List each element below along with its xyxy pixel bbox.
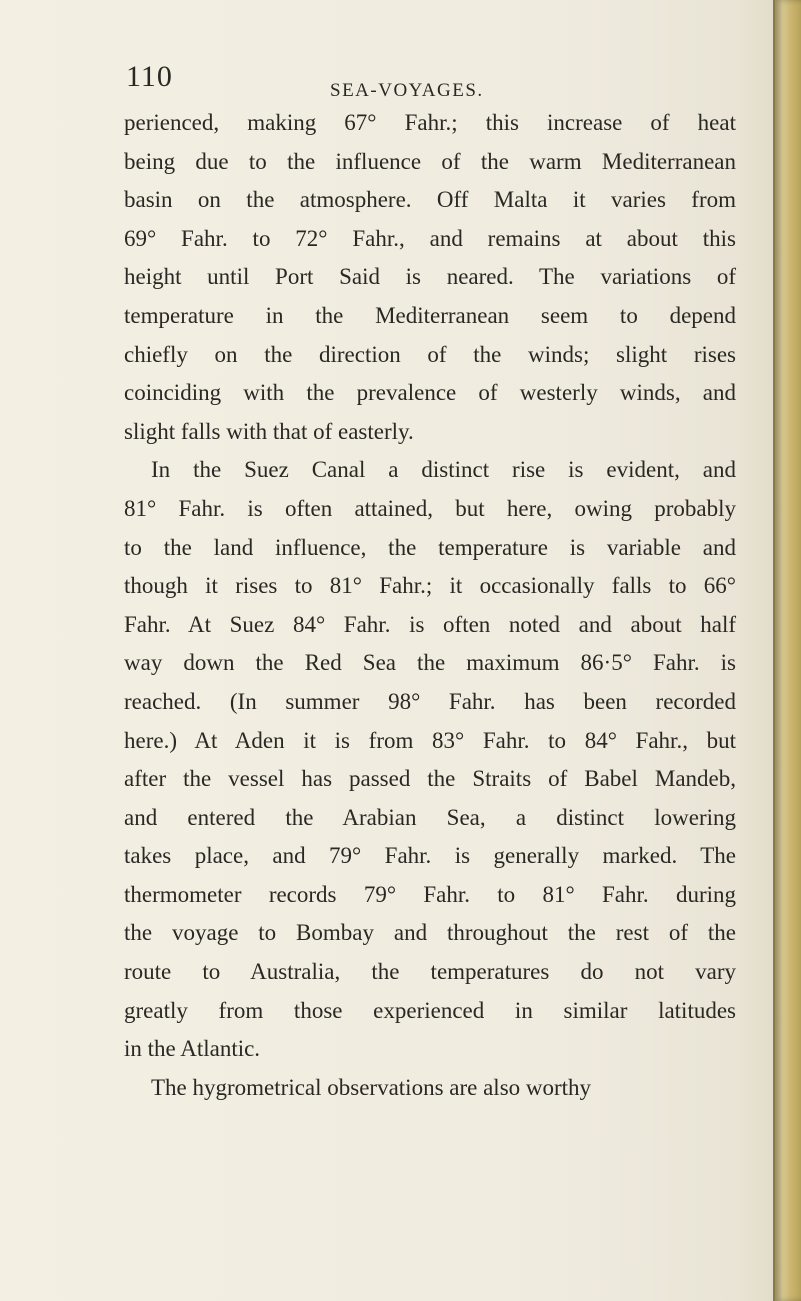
body-text: [124, 104, 736, 1107]
text-line: Fahr. At Suez 84° Fahr. is often noted and about half: [124, 611, 736, 637]
paragraph-end-line: slight falls with that of easterly.: [124, 418, 414, 444]
text-line: and entered the Arabian Sea, a distinct lowering: [124, 804, 736, 830]
text-line: thermometer records 79° Fahr. to 81° Fahr. during: [124, 881, 736, 907]
text-line: basin on the atmosphere. Off Malta it varies from: [124, 187, 736, 213]
text-line: to the land influence, the temperature is variable and: [124, 534, 736, 560]
paragraph-start-line: In the Suez Canal a distinct rise is evident, and: [151, 457, 736, 483]
text-line: being due to the influence of the warm Mediterranean: [124, 148, 736, 174]
paragraph-start-line: The hygrometrical observations are also worthy: [151, 1074, 592, 1100]
text-line: temperature in the Mediterranean seem to depend: [124, 302, 736, 328]
text-line: here.) At Aden it is from 83° Fahr. to 84° Fahr., but: [124, 727, 736, 753]
text-line: greatly from those experienced in similar latitudes: [124, 997, 736, 1023]
text-line: route to Australia, the temperatures do not vary: [124, 959, 736, 985]
text-line: coinciding with the prevalence of westerly winds, and: [124, 380, 736, 406]
page-number: 110: [126, 60, 173, 93]
text-line: way down the Red Sea the maximum 86·5° Fahr. is: [124, 650, 736, 676]
text-line: perienced, making 67° Fahr.; this increase of heat: [124, 110, 736, 135]
page-edge-gutter: [773, 0, 801, 1301]
text-line: reached. (In summer 98° Fahr. has been recorded: [124, 688, 736, 714]
text-line: takes place, and 79° Fahr. is generally marked. The: [124, 843, 736, 869]
text-line: height until Port Said is neared. The variations of: [124, 264, 736, 290]
text-line: 81° Fahr. is often attained, but here, owing probably: [124, 495, 736, 521]
running-title: SEA-VOYAGES.: [330, 80, 484, 101]
text-line: though it rises to 81° Fahr.; it occasionally falls to 66°: [124, 573, 736, 599]
text-line: 69° Fahr. to 72° Fahr., and remains at about this: [124, 225, 736, 251]
paragraph-end-line: in the Atlantic.: [124, 1036, 261, 1062]
text-line: chiefly on the direction of the winds; slight rises: [124, 341, 736, 367]
text-line: the voyage to Bombay and throughout the rest of the: [124, 920, 736, 946]
text-line: after the vessel has passed the Straits of Babel Mandeb,: [124, 766, 736, 792]
